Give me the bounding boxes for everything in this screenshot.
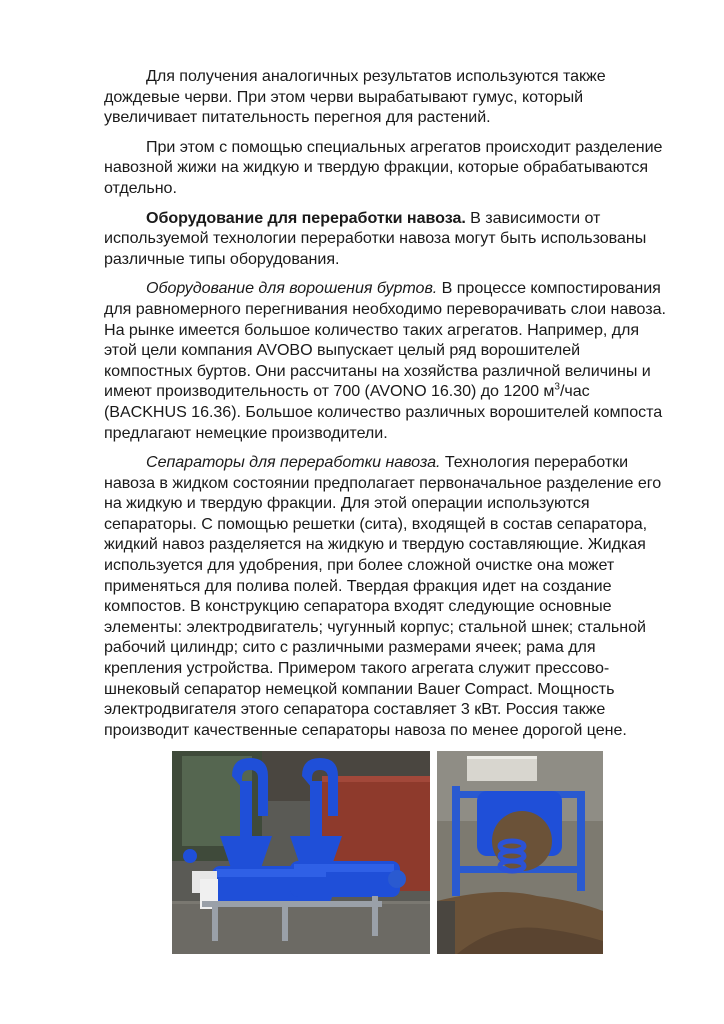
paragraph-equipment-text: В зависимости от используемой технологии переработки навоза могут быть использованы различные типы оборудования. [104, 208, 647, 268]
separator-machines-photo [172, 751, 430, 954]
subheading-separators: Сепараторы для переработки навоза. [146, 453, 441, 472]
paragraph-turners-text-a: В процессе компостирования для равномерного перегнивания необходимо переворачивать слои навоза. На рынке имеется большое количество таких агрегатов. Например, для этой цели компания AVOBO выпускает целый ряд ворошителей компостных буртов. Они рассчитаны на хозяйства различной величины и имеют производительность от 700 (AVONO 16.30) до 1200 м [104, 279, 666, 401]
photo-row [172, 751, 603, 954]
section-heading-equipment: Оборудование для переработки навоза. [146, 208, 466, 227]
paragraph-equipment [104, 208, 670, 270]
paragraph-turners-text-b: /час (BACKHUS 16.36). Большое количество различных ворошителей компоста предлагают немецкие производители. [104, 382, 663, 442]
paragraph-worms: Для получения аналогичных результатов используются также дождевые черви. При этом черви вырабатывают гумус, который увеличивает питательность перегноя для растений. [104, 67, 606, 127]
paragraph-turners [104, 278, 670, 443]
paragraph-fractions: При этом с помощью специальных агрегатов происходит разделение навозной жижи на жидкую и твердую фракции, которые обрабатываются отдельно. [104, 137, 663, 197]
paragraph-separators [104, 452, 670, 740]
superscript-cube: 3 [554, 381, 560, 393]
separator-in-operation-photo [437, 751, 603, 954]
subheading-turners: Оборудование для ворошения буртов. [146, 279, 438, 298]
paragraph-separators-text: Технология переработки навоза в жидком состоянии предполагает первоначальное разделение его на жидкую и твердую фракции. Для этой операции используются сепараторы. С помощью решетки (сита), входящей в состав сепаратора, жидкий навоз разделяется на жидкую и твердую составляющие. Жидкая используется для удобрения, при более сложной очистке она может применяться для полива полей. Твердая фракция идет на создание компостов. В конструкцию сепаратора входят следующие основные элементы: электродвигатель; чугунный корпус; стальной шнек; стальной рабочий цилиндр; сито с различными размерами ячеек; рама для крепления устройства. Примером такого агрегата служит прессово-шнековый сепаратор немецкой компании Bauer Compact. Мощность электродвигателя этого сепаратора составляет 3 кВт. Россия также производит качественные сепараторы навоза по менее дорогой цене. [104, 453, 662, 739]
document-body [104, 66, 670, 749]
